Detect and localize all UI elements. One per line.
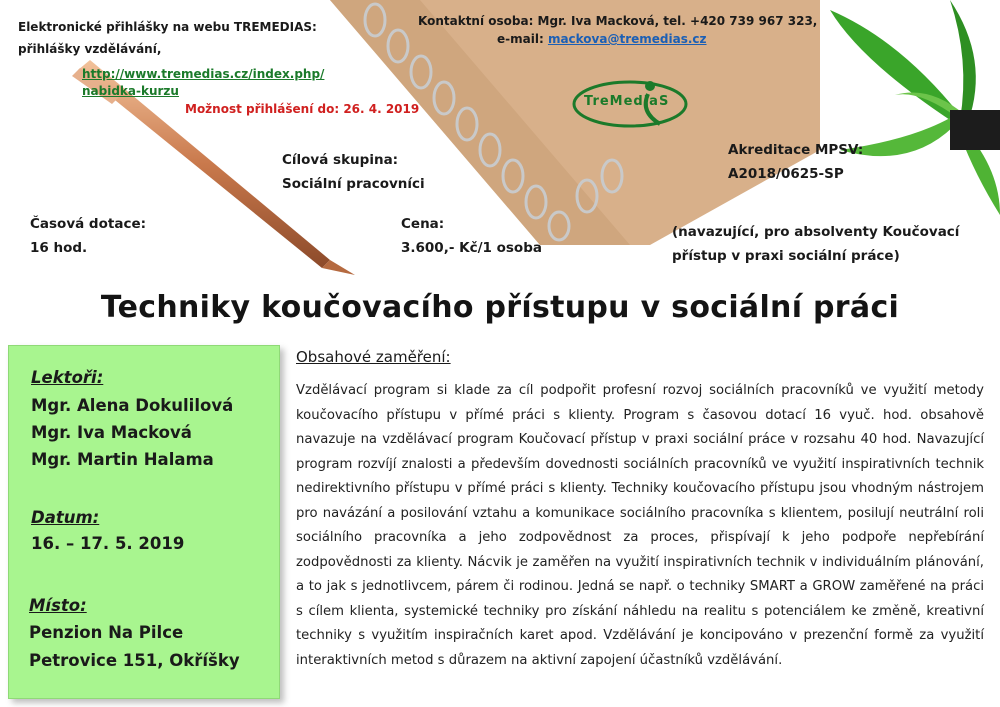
logo-text: TreMediaS (584, 94, 670, 109)
hours-value: 16 hod. (30, 240, 88, 256)
registration-subtitle: přihlášky vzdělávání, (18, 42, 162, 56)
followup-note-line2: přístup v praxi sociální práce) (672, 248, 900, 264)
course-url-link-part2[interactable]: nabidka-kurzu (82, 84, 179, 98)
date-value: 16. – 17. 5. 2019 (31, 534, 185, 553)
lecturer-item: Mgr. Alena Dokulilová (31, 396, 234, 415)
target-group-label: Cílová skupina: (282, 152, 399, 168)
place-line1: Penzion Na Pilce (29, 623, 184, 642)
date-label: Datum: (31, 508, 100, 527)
lecturers-label: Lektoři: (31, 368, 104, 387)
tremedias-logo (570, 72, 690, 132)
accreditation-label: Akreditace MPSV: (728, 142, 864, 158)
place-line2: Petrovice 151, Okříšky (29, 651, 240, 670)
place-label: Místo: (29, 596, 87, 615)
lecturer-item: Mgr. Iva Macková (31, 423, 192, 442)
contact-person: Kontaktní osoba: Mgr. Iva Macková, tel. +420 739 967 323, (418, 14, 818, 28)
content-description: Vzdělávací program si klade za cíl podpořit profesní rozvoj sociálních pracovníků ve využití metody koučovacího přístupu v přímé práci s klienty. Program s časovou dotací 16 vyuč. hod. obsahově navazuje na vzdělávací program Koučovací přístup v praxi sociální práce v rozsahu 40 hod. Navazující program rozvíjí znalosti a především dovednosti sociálních pracovníků ve využití inspirativních technik nedirektivního přístupu v přímé práci s klienty. Techniky koučovacího přístupu jsou vhodným nástrojem pro navázání a posilování vztahu a komunikace sociálního pracovníka s klientem, posilují neutrální roli sociálního pracovníka a jeho zodpovědnost za proces, přispívají k jeho podpoře nepřebírání zodpovědnosti za klienty. Nácvik je zaměřen na využití inspirativních technik v individuálním plánování, a to jak s jednotlivcem, párem či rodinou. Jedná se např. o techniky SMART a GROW zaměřené na práci s cílem klienta, systemické techniky pro získání náhledu na realitu s potenciálem ke změně, kreativní techniky s využitím inspiračních karet apod. Vzdělávání je koncipováno v prezenční formě za využití interaktivních metod s důrazem na aktivní zapojení účastníků vzdělávání. (296, 383, 984, 668)
price-label: Cena: (401, 216, 445, 232)
price-value: 3.600,- Kč/1 osoba (401, 240, 542, 256)
hours-label: Časová dotace: (30, 216, 146, 232)
email-link[interactable]: mackova@tremedias.cz (547, 32, 707, 46)
course-details-box (8, 345, 280, 699)
lecturer-item: Mgr. Martin Halama (31, 450, 214, 469)
registration-title: Elektronické přihlášky na webu TREMEDIAS: (18, 20, 317, 34)
contact-email-row (497, 30, 707, 48)
followup-note-line1: (navazující, pro absolventy Koučovací (672, 224, 960, 240)
course-title: Techniky koučovacího přístupu v sociální práci (100, 290, 900, 325)
target-group-value: Sociální pracovníci (282, 176, 425, 192)
registration-deadline: Možnost přihlášení do: 26. 4. 2019 (185, 102, 420, 116)
accreditation-value: A2018/0625-SP (728, 166, 844, 182)
course-url-link-part1[interactable]: http://www.tremedias.cz/index.php/ (82, 67, 325, 81)
content-heading: Obsahové zaměření: (296, 348, 451, 366)
email-label: e-mail: (497, 32, 548, 46)
